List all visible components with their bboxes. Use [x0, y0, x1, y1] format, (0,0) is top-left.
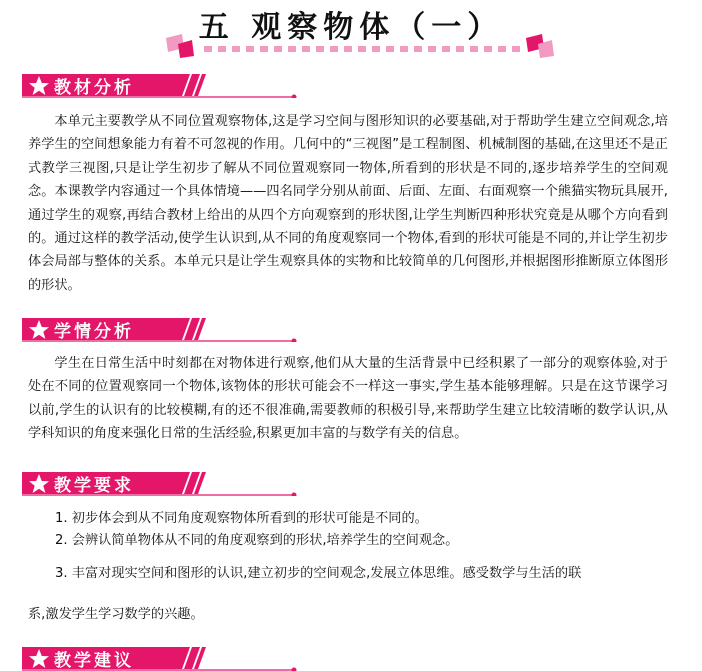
section-heading: 教材分析	[54, 73, 134, 98]
title-decoration	[160, 30, 560, 60]
section-header-teaching-requirements	[22, 470, 322, 496]
section-header-textbook-analysis	[22, 72, 322, 98]
list-item: 1. 初步体会到从不同角度观察物体所看到的形状可能是不同的。	[55, 510, 428, 528]
paragraph-student-analysis: 学生在日常生活中时刻都在对物体进行观察,他们从大量的生活背景中已经积累了一部分的观察体验,对于处在不同的位置观察同一个物体,该物体的形状可能会不一样这一事实,学生基本能够理解。只是在这节课学习以前,学生的认识有的比较模糊,有的还不很准确,需要教师的积极引导,来帮助学生建立比较清晰的数学认识,从学科知识的角度来强化日常的生活经验,积累更加丰富的与数学有关的信息。	[28, 352, 668, 446]
page-title: 五 观察物体（一）	[0, 2, 702, 46]
list-item-continuation: 系,激发学生学习数学的兴趣。	[28, 606, 204, 624]
star-icon	[28, 75, 50, 97]
list-item: 2. 会辨认简单物体从不同的角度观察到的形状,培养学生的空间观念。	[55, 532, 458, 550]
star-icon	[28, 473, 50, 495]
section-heading: 教学要求	[54, 471, 134, 496]
paragraph-textbook-analysis: 本单元主要教学从不同位置观察物体,这是学习空间与图形知识的必要基础,对于帮助学生建立空间观念,培养学生的空间想象能力有着不可忽视的作用。几何中的“三视图”是工程制图、机械制图的基础,在这里还不是正式教学三视图,只是让学生初步了解从不同位置观察同一物体,所看到的形状是不同的,逐步培养学生的空间观念。本课教学内容通过一个具体情境——四名同学分别从前面、后面、左面、右面观察一个熊猫实物玩具展开,通过学生的观察,再结合教材上给出的从四个方向观察到的形状图,让学生判断四种形状究竟是从哪个方向看到的。通过这样的教学活动,使学生认识到,从不同的角度观察同一个物体,看到的形状可能是不同的,并让学生初步体会局部与整体的关系。本单元只是让学生观察具体的实物和比较简单的几何图形,并根据图形推断原立体图形的形状。	[28, 110, 668, 297]
star-icon	[28, 319, 50, 341]
section-header-student-analysis	[22, 316, 322, 342]
list-item: 3. 丰富对现实空间和图形的认识,建立初步的空间观念,发展立体思维。感受数学与生活的联	[55, 565, 581, 583]
section-heading: 教学建议	[54, 646, 134, 671]
section-header-teaching-suggestions	[22, 645, 322, 671]
section-heading: 学情分析	[54, 317, 134, 342]
